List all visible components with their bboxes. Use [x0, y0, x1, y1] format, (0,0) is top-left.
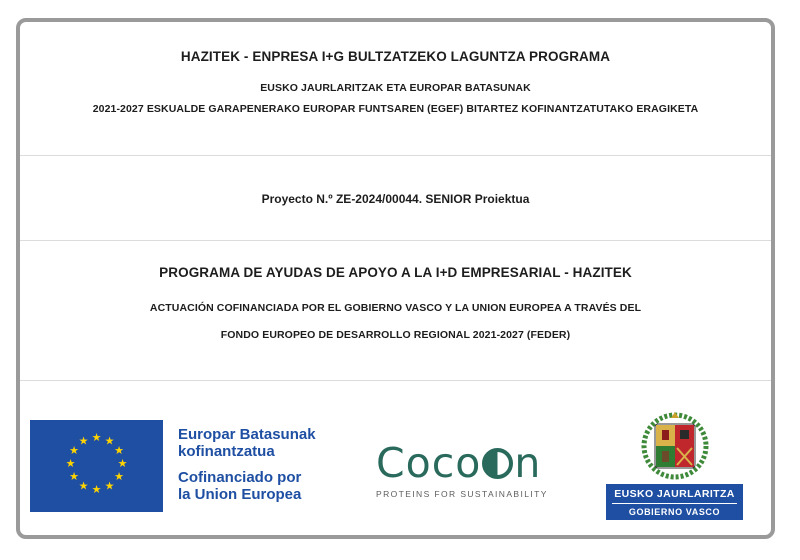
gobierno-vasco-label	[606, 484, 743, 520]
svg-text:★: ★	[114, 444, 124, 457]
eu-line-2: kofinantzatua	[178, 443, 275, 460]
svg-text:★: ★	[91, 431, 102, 444]
divider	[20, 240, 771, 241]
cocoon-logo	[376, 441, 571, 499]
basque-coat-of-arms-icon	[636, 410, 714, 480]
header-line-2: 2021-2027 ESKUALDE GARAPENERAKO EUROPAR FUNTSAREN (EGEF) BITARTEZ KOFINANTZATUTAKO ERAGIKETA	[92, 103, 699, 115]
header-title: HAZITEK - ENPRESA I+G BULTZATZEKO LAGUNTZA PROGRAMA	[180, 49, 611, 64]
divider	[20, 380, 771, 381]
cocoon-tagline: PROTEINS FOR SUSTAINABILITY	[376, 489, 548, 499]
program-title: PROGRAMA DE AYUDAS DE APOYO A LA I+D EMPRESARIAL - HAZITEK	[159, 265, 632, 280]
eu-flag-icon	[30, 420, 163, 512]
svg-text:★: ★	[91, 483, 102, 496]
divider	[20, 155, 771, 156]
program-line-2: FONDO EUROPEO DE DESARROLLO REGIONAL 2021-2027 (FEDER)	[220, 329, 571, 341]
svg-text:★: ★	[104, 479, 115, 493]
eu-cofinancing-label	[178, 426, 316, 503]
gobierno-vasco-logo	[606, 410, 743, 520]
svg-text:★: ★	[69, 444, 79, 457]
svg-text:★: ★	[65, 457, 76, 470]
svg-text:★: ★	[104, 434, 115, 448]
svg-text:★: ★	[69, 470, 79, 483]
gov-line-2: GOBIERNO VASCO	[628, 507, 721, 517]
cocoon-wordmark: Coco n	[376, 439, 542, 487]
svg-text:★: ★	[78, 434, 89, 448]
notice-frame	[16, 18, 775, 539]
header-line-1: EUSKO JAURLARITZAK ETA EUROPAR BATASUNAK	[260, 82, 531, 94]
eu-line-3: Cofinanciado por	[178, 469, 302, 486]
svg-text:★: ★	[117, 457, 128, 470]
program-line-1: ACTUACIÓN COFINANCIADA POR EL GOBIERNO VASCO Y LA UNION EUROPEA A TRAVÉS DEL	[149, 302, 642, 314]
eu-line-4: la Union Europea	[178, 486, 302, 503]
svg-text:★: ★	[78, 479, 89, 493]
eu-line-1: Europar Batasunak	[178, 426, 316, 443]
gov-line-1: EUSKO JAURLARITZA	[614, 488, 735, 500]
project-reference: Proyecto N.º ZE-2024/00044. SENIOR Proiektua	[261, 192, 530, 206]
svg-text:★: ★	[114, 470, 124, 483]
